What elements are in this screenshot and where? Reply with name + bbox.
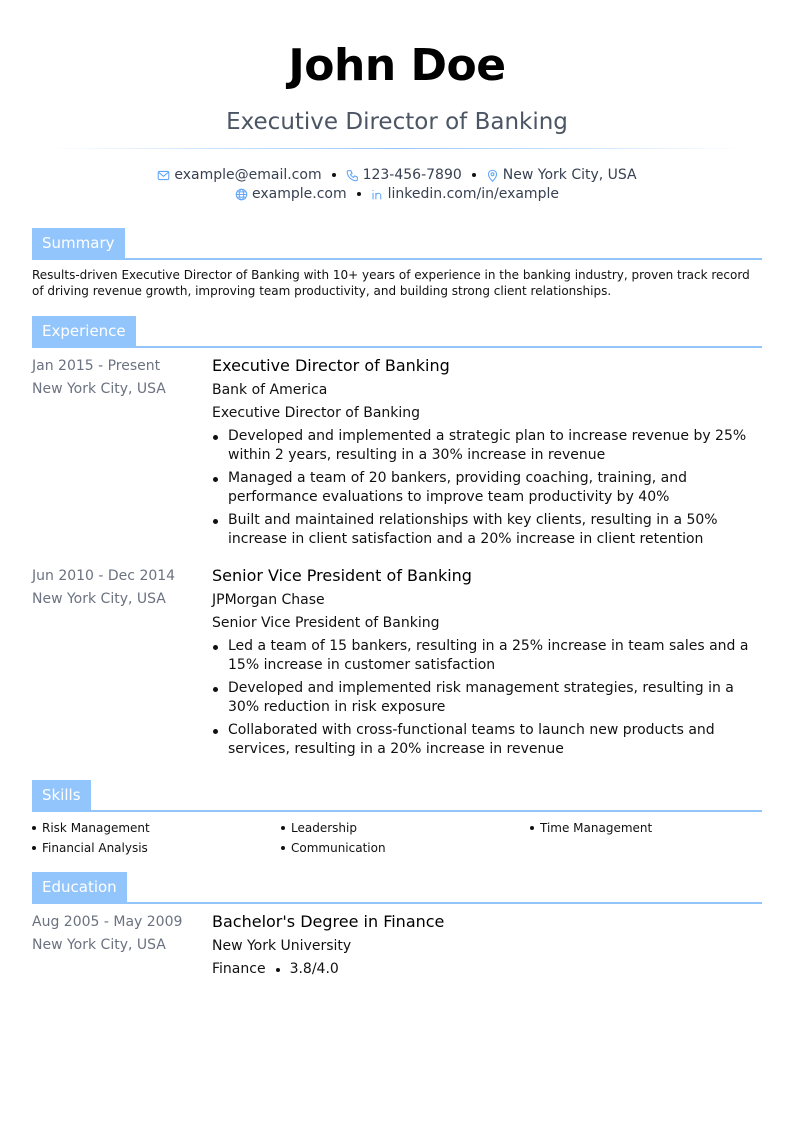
education-meta — [212, 960, 762, 979]
bullet-dot — [213, 435, 218, 440]
bullet-item — [212, 637, 762, 675]
education-field: Finance — [212, 961, 266, 977]
linkedin-link: linkedin.com/in/example — [387, 186, 559, 202]
summary-section-header — [32, 228, 762, 260]
entry-location: New York City, USA — [32, 937, 166, 953]
bullet-text: Developed and implemented a strategic plan to increase revenue by 25% within 2 years, resulting in a 30% increase in revenue — [228, 428, 747, 463]
entry-date: Jun 2010 - Dec 2014 — [32, 568, 176, 584]
summary-text: Results-driven Executive Director of Banking with 10+ years of experience in the banking industry, proven track record of driving revenue growth, improving team productivity, and building strong client relationships. — [32, 268, 750, 298]
entry-body — [212, 912, 762, 979]
skill-text: Financial Analysis — [42, 841, 148, 855]
linkedin-icon — [371, 188, 384, 201]
entry-date: Jan 2015 - Present — [32, 358, 161, 374]
contact-location — [486, 166, 637, 184]
entry-company: Bank of America — [212, 382, 328, 398]
entry-role: Senior Vice President of Banking — [212, 566, 472, 585]
entry-body — [212, 356, 762, 553]
entry-bullets — [212, 637, 762, 759]
skills-section-header — [32, 780, 762, 812]
candidate-title: Executive Director of Banking — [226, 109, 568, 135]
bullet-dot — [213, 477, 218, 482]
bullet-dot — [213, 645, 218, 650]
entry-date: Aug 2005 - May 2009 — [32, 914, 183, 930]
skill-text: Risk Management — [42, 821, 150, 835]
bullet-text: Managed a team of 20 bankers, providing coaching, training, and performance evaluations to improve team productivity by 40% — [228, 470, 687, 505]
contact-row-secondary — [0, 185, 794, 203]
education-gpa: 3.8/4.0 — [289, 961, 339, 977]
bullet-dot — [213, 687, 218, 692]
bullet-text: Developed and implemented risk management strategies, resulting in a 30% reduction in risk exposure — [228, 680, 734, 715]
bullet-item — [212, 511, 762, 549]
bullet-dot — [213, 729, 218, 734]
bullet-dot — [32, 846, 36, 850]
location-text: New York City, USA — [502, 167, 637, 183]
contact-phone[interactable] — [346, 166, 462, 184]
contact-website[interactable] — [235, 185, 347, 203]
separator-dot — [357, 192, 361, 196]
globe-icon — [235, 188, 248, 201]
bullet-item — [212, 679, 762, 717]
skill-text: Leadership — [291, 821, 357, 835]
entry-role: Executive Director of Banking — [212, 356, 450, 375]
separator-dot — [276, 968, 280, 972]
separator-dot — [332, 173, 336, 177]
contact-linkedin[interactable] — [371, 185, 559, 203]
entry-body — [212, 566, 762, 763]
skill-item — [32, 840, 148, 856]
title-divider — [50, 148, 744, 149]
email-text: example@email.com — [174, 167, 322, 183]
education-degree: Bachelor's Degree in Finance — [212, 912, 445, 931]
entry-position: Senior Vice President of Banking — [212, 615, 440, 631]
bullet-item — [212, 721, 762, 759]
bullet-dot — [281, 846, 285, 850]
phone-icon — [346, 169, 359, 182]
phone-text: 123-456-7890 — [362, 167, 462, 183]
skill-item — [281, 840, 386, 856]
skills-heading: Skills — [32, 780, 91, 810]
skill-text: Time Management — [540, 821, 653, 835]
bullet-item — [212, 427, 762, 465]
website-link: example.com — [252, 186, 347, 202]
entry-company: JPMorgan Chase — [212, 592, 325, 608]
bullet-text: Built and maintained relationships with key clients, resulting in a 50% increase in client satisfaction and a 20% increase in client retention — [228, 512, 718, 547]
location-pin-icon — [486, 169, 499, 182]
summary-heading: Summary — [32, 228, 125, 258]
entry-location: New York City, USA — [32, 381, 166, 397]
education-heading: Education — [32, 872, 127, 902]
mail-icon — [157, 169, 170, 182]
entry-position: Executive Director of Banking — [212, 405, 421, 421]
candidate-name: John Doe — [288, 40, 506, 91]
contact-row-primary — [0, 166, 794, 184]
entry-bullets — [212, 427, 762, 549]
education-school: New York University — [212, 938, 352, 954]
bullet-dot — [281, 826, 285, 830]
separator-dot — [472, 173, 476, 177]
skill-item — [530, 820, 652, 836]
bullet-dot — [530, 826, 534, 830]
bullet-text: Led a team of 15 bankers, resulting in a 25% increase in team sales and a 15% increase in customer satisfaction — [228, 638, 749, 673]
skill-text: Communication — [291, 841, 386, 855]
experience-heading: Experience — [32, 316, 136, 346]
bullet-item — [212, 469, 762, 507]
skill-item — [281, 820, 357, 836]
bullet-dot — [213, 519, 218, 524]
bullet-text: Collaborated with cross-functional teams to launch new products and services, resulting in a 20% increase in revenue — [228, 722, 715, 757]
entry-location: New York City, USA — [32, 591, 166, 607]
experience-section-header — [32, 316, 762, 348]
contact-email[interactable] — [157, 166, 321, 184]
education-section-header — [32, 872, 762, 904]
bullet-dot — [32, 826, 36, 830]
skill-item — [32, 820, 150, 836]
